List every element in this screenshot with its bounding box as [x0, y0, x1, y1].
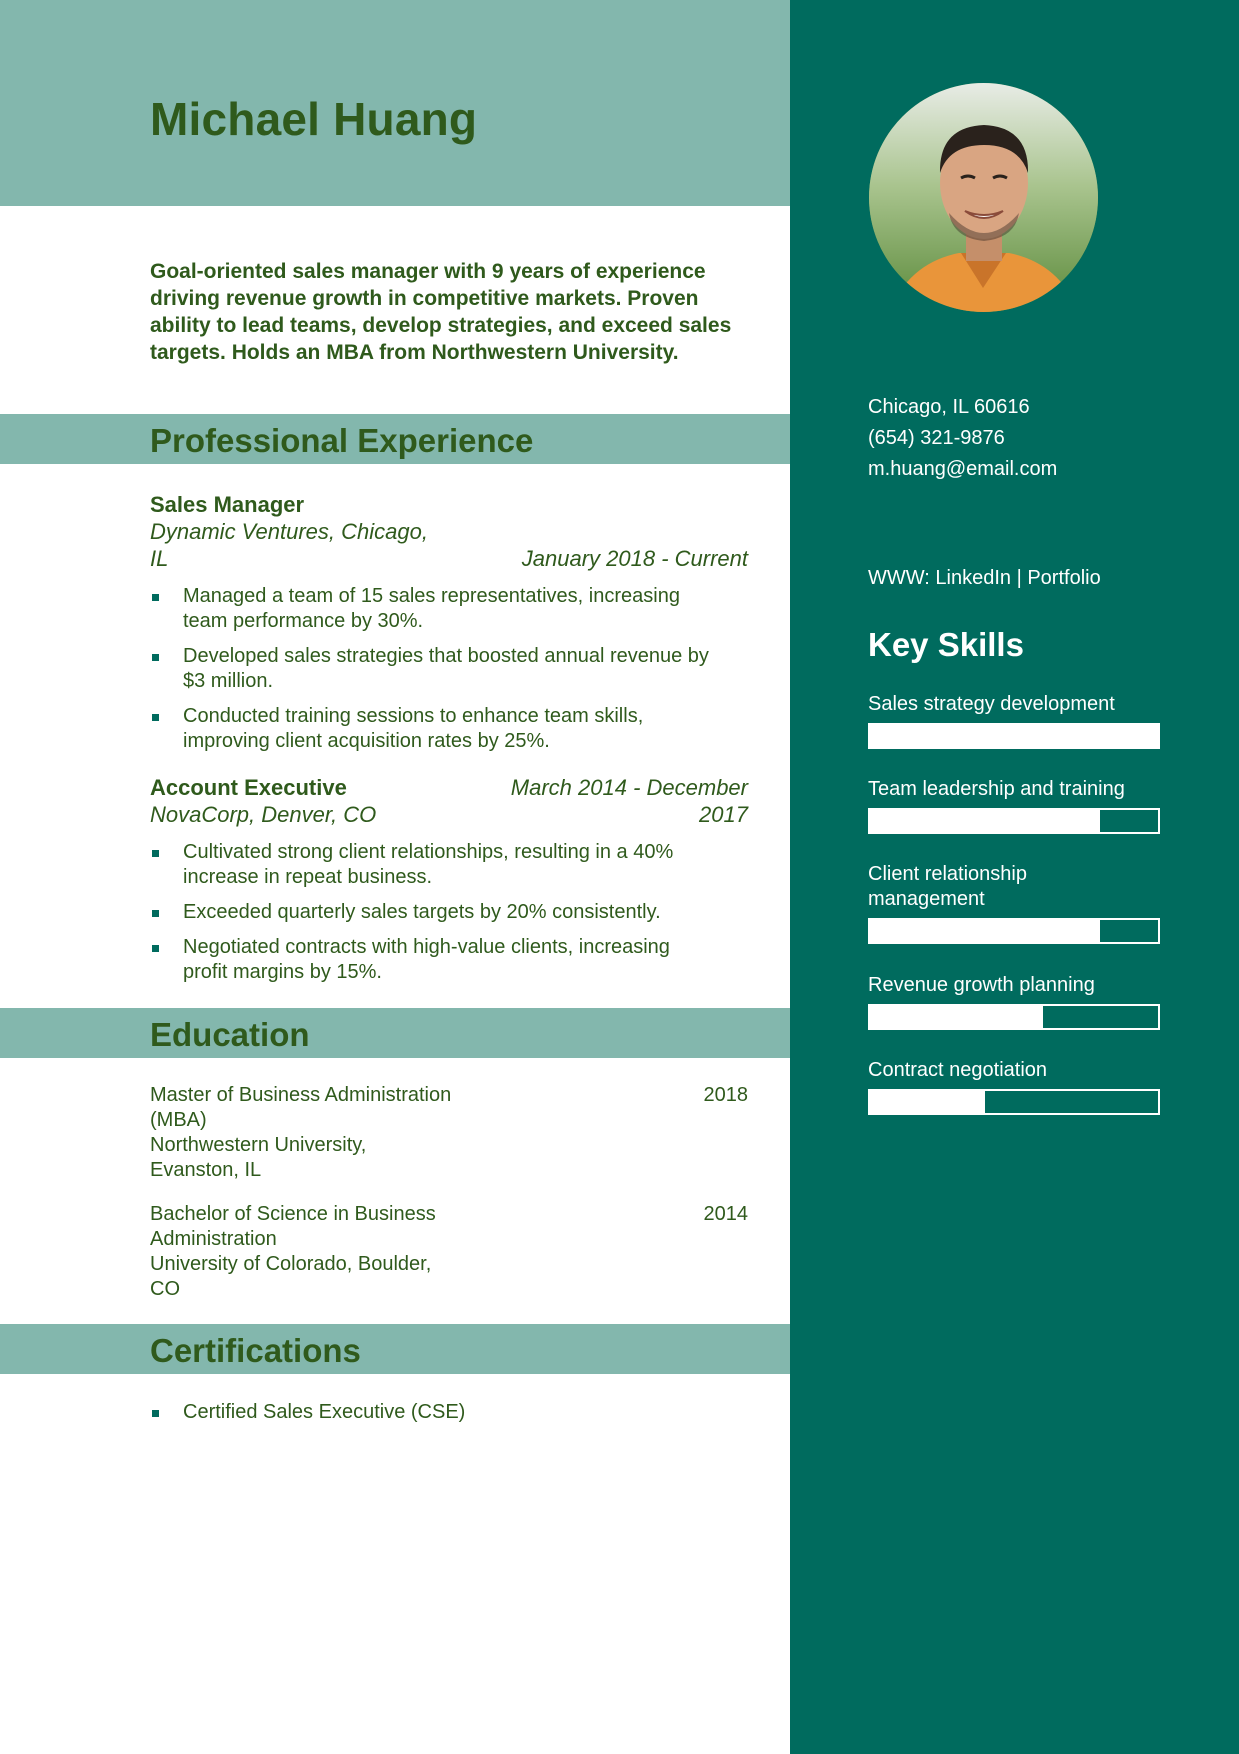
job-dates-line: 2017	[699, 802, 748, 827]
address: Chicago, IL 60616	[868, 396, 1030, 418]
sidebar	[790, 0, 1239, 1754]
contact-info	[868, 392, 1057, 485]
list-item	[150, 900, 710, 925]
degree: Master of Business Administration (MBA)	[150, 1084, 452, 1131]
profile-photo	[869, 83, 1098, 312]
skill-level-fill	[870, 810, 1100, 832]
bullet-text: Cultivated strong client relationships, resulting in a 40% increase in repeat business.	[183, 841, 674, 888]
skill-level-bar	[868, 1004, 1160, 1030]
skill-item	[868, 777, 1160, 834]
skill-level-bar	[868, 808, 1160, 834]
list-item	[150, 704, 710, 754]
bullet-text: Conducted training sessions to enhance team skills, improving client acquisition rates by 25%.	[183, 705, 644, 752]
name-header	[0, 0, 790, 206]
bullet-text: Negotiated contracts with high-value clients, increasing profit margins by 15%.	[183, 936, 670, 983]
job-company-location: IL	[150, 546, 169, 571]
portrait-icon	[869, 83, 1098, 312]
skill-level-fill	[870, 725, 1158, 747]
graduation-year: 2014	[703, 1203, 748, 1225]
skill-label: Team leadership and training	[868, 778, 1125, 800]
skill-level-fill	[870, 1091, 985, 1113]
list-item	[150, 935, 710, 985]
bullet-icon	[152, 1410, 159, 1417]
job-bullets	[150, 840, 710, 995]
web-prefix: WWW:	[868, 567, 936, 589]
job-bullets	[150, 584, 710, 764]
degree: Bachelor of Science in Business Administration	[150, 1203, 436, 1250]
bullet-icon	[152, 594, 159, 601]
portfolio-link[interactable]: Portfolio	[1027, 567, 1101, 589]
skill-level-fill	[870, 1006, 1043, 1028]
skill-item	[868, 692, 1160, 749]
skill-item	[868, 1058, 1160, 1115]
list-item	[150, 644, 710, 694]
job-dates: January 2018 - Current	[521, 546, 748, 571]
list-item	[150, 584, 710, 634]
job-title: Account Executive	[150, 775, 347, 800]
list-item	[150, 1400, 710, 1425]
skill-level-bar	[868, 723, 1160, 749]
link-separator: |	[1011, 567, 1028, 589]
list-item	[150, 840, 710, 890]
bullet-icon	[152, 945, 159, 952]
summary-text: Goal-oriented sales manager with 9 years of experience driving revenue growth in competitive markets. Proven ability to lead teams, develop strategies, and exceed sales targets. Holds an MBA from Northwestern University.	[150, 260, 732, 364]
skill-level-bar	[868, 1089, 1160, 1115]
education-section-header	[0, 1008, 790, 1058]
graduation-year: 2018	[703, 1084, 748, 1106]
skills-title: Key Skills	[868, 626, 1024, 663]
email[interactable]: m.huang@email.com	[868, 458, 1058, 480]
bullet-icon	[152, 654, 159, 661]
education-entry	[150, 1202, 748, 1302]
job-dates	[511, 774, 748, 828]
skill-label: Sales strategy development	[868, 693, 1115, 715]
job-title: Sales Manager	[150, 492, 305, 517]
school: Northwestern University, Evanston, IL	[150, 1134, 367, 1181]
skill-item	[868, 973, 1160, 1030]
certification-text: Certified Sales Executive (CSE)	[183, 1401, 466, 1423]
certifications-title: Certifications	[150, 1332, 361, 1369]
job-entry	[150, 774, 748, 828]
job-dates-line: March 2014 - December	[510, 775, 748, 800]
skill-level-bar	[868, 918, 1160, 944]
skill-item	[868, 862, 1160, 944]
bullet-text: Developed sales strategies that boosted annual revenue by $3 million.	[183, 645, 709, 692]
bullet-text: Managed a team of 15 sales representatives, increasing team performance by 30%.	[183, 585, 680, 632]
job-company: NovaCorp, Denver, CO	[150, 802, 377, 827]
job-entry	[150, 491, 748, 572]
skill-label: Contract negotiation	[868, 1059, 1048, 1081]
education-title: Education	[150, 1016, 310, 1053]
school: University of Colorado, Boulder, CO	[150, 1253, 432, 1300]
bullet-icon	[152, 910, 159, 917]
skill-label: Client relationship management	[868, 863, 1027, 910]
skill-label: Revenue growth planning	[868, 974, 1095, 996]
job-company: Dynamic Ventures, Chicago,	[150, 519, 428, 544]
certification-list	[150, 1400, 710, 1435]
candidate-name: Michael Huang	[150, 93, 478, 145]
bullet-icon	[152, 714, 159, 721]
experience-section-header	[0, 414, 790, 464]
skill-level-fill	[870, 920, 1100, 942]
web-links	[868, 563, 1101, 594]
education-entry	[150, 1083, 748, 1183]
experience-title: Professional Experience	[150, 422, 534, 459]
bullet-text: Exceeded quarterly sales targets by 20% consistently.	[183, 901, 661, 923]
bullet-icon	[152, 850, 159, 857]
linkedin-link[interactable]: LinkedIn	[935, 567, 1012, 589]
phone: (654) 321-9876	[868, 427, 1005, 449]
certifications-section-header	[0, 1324, 790, 1374]
